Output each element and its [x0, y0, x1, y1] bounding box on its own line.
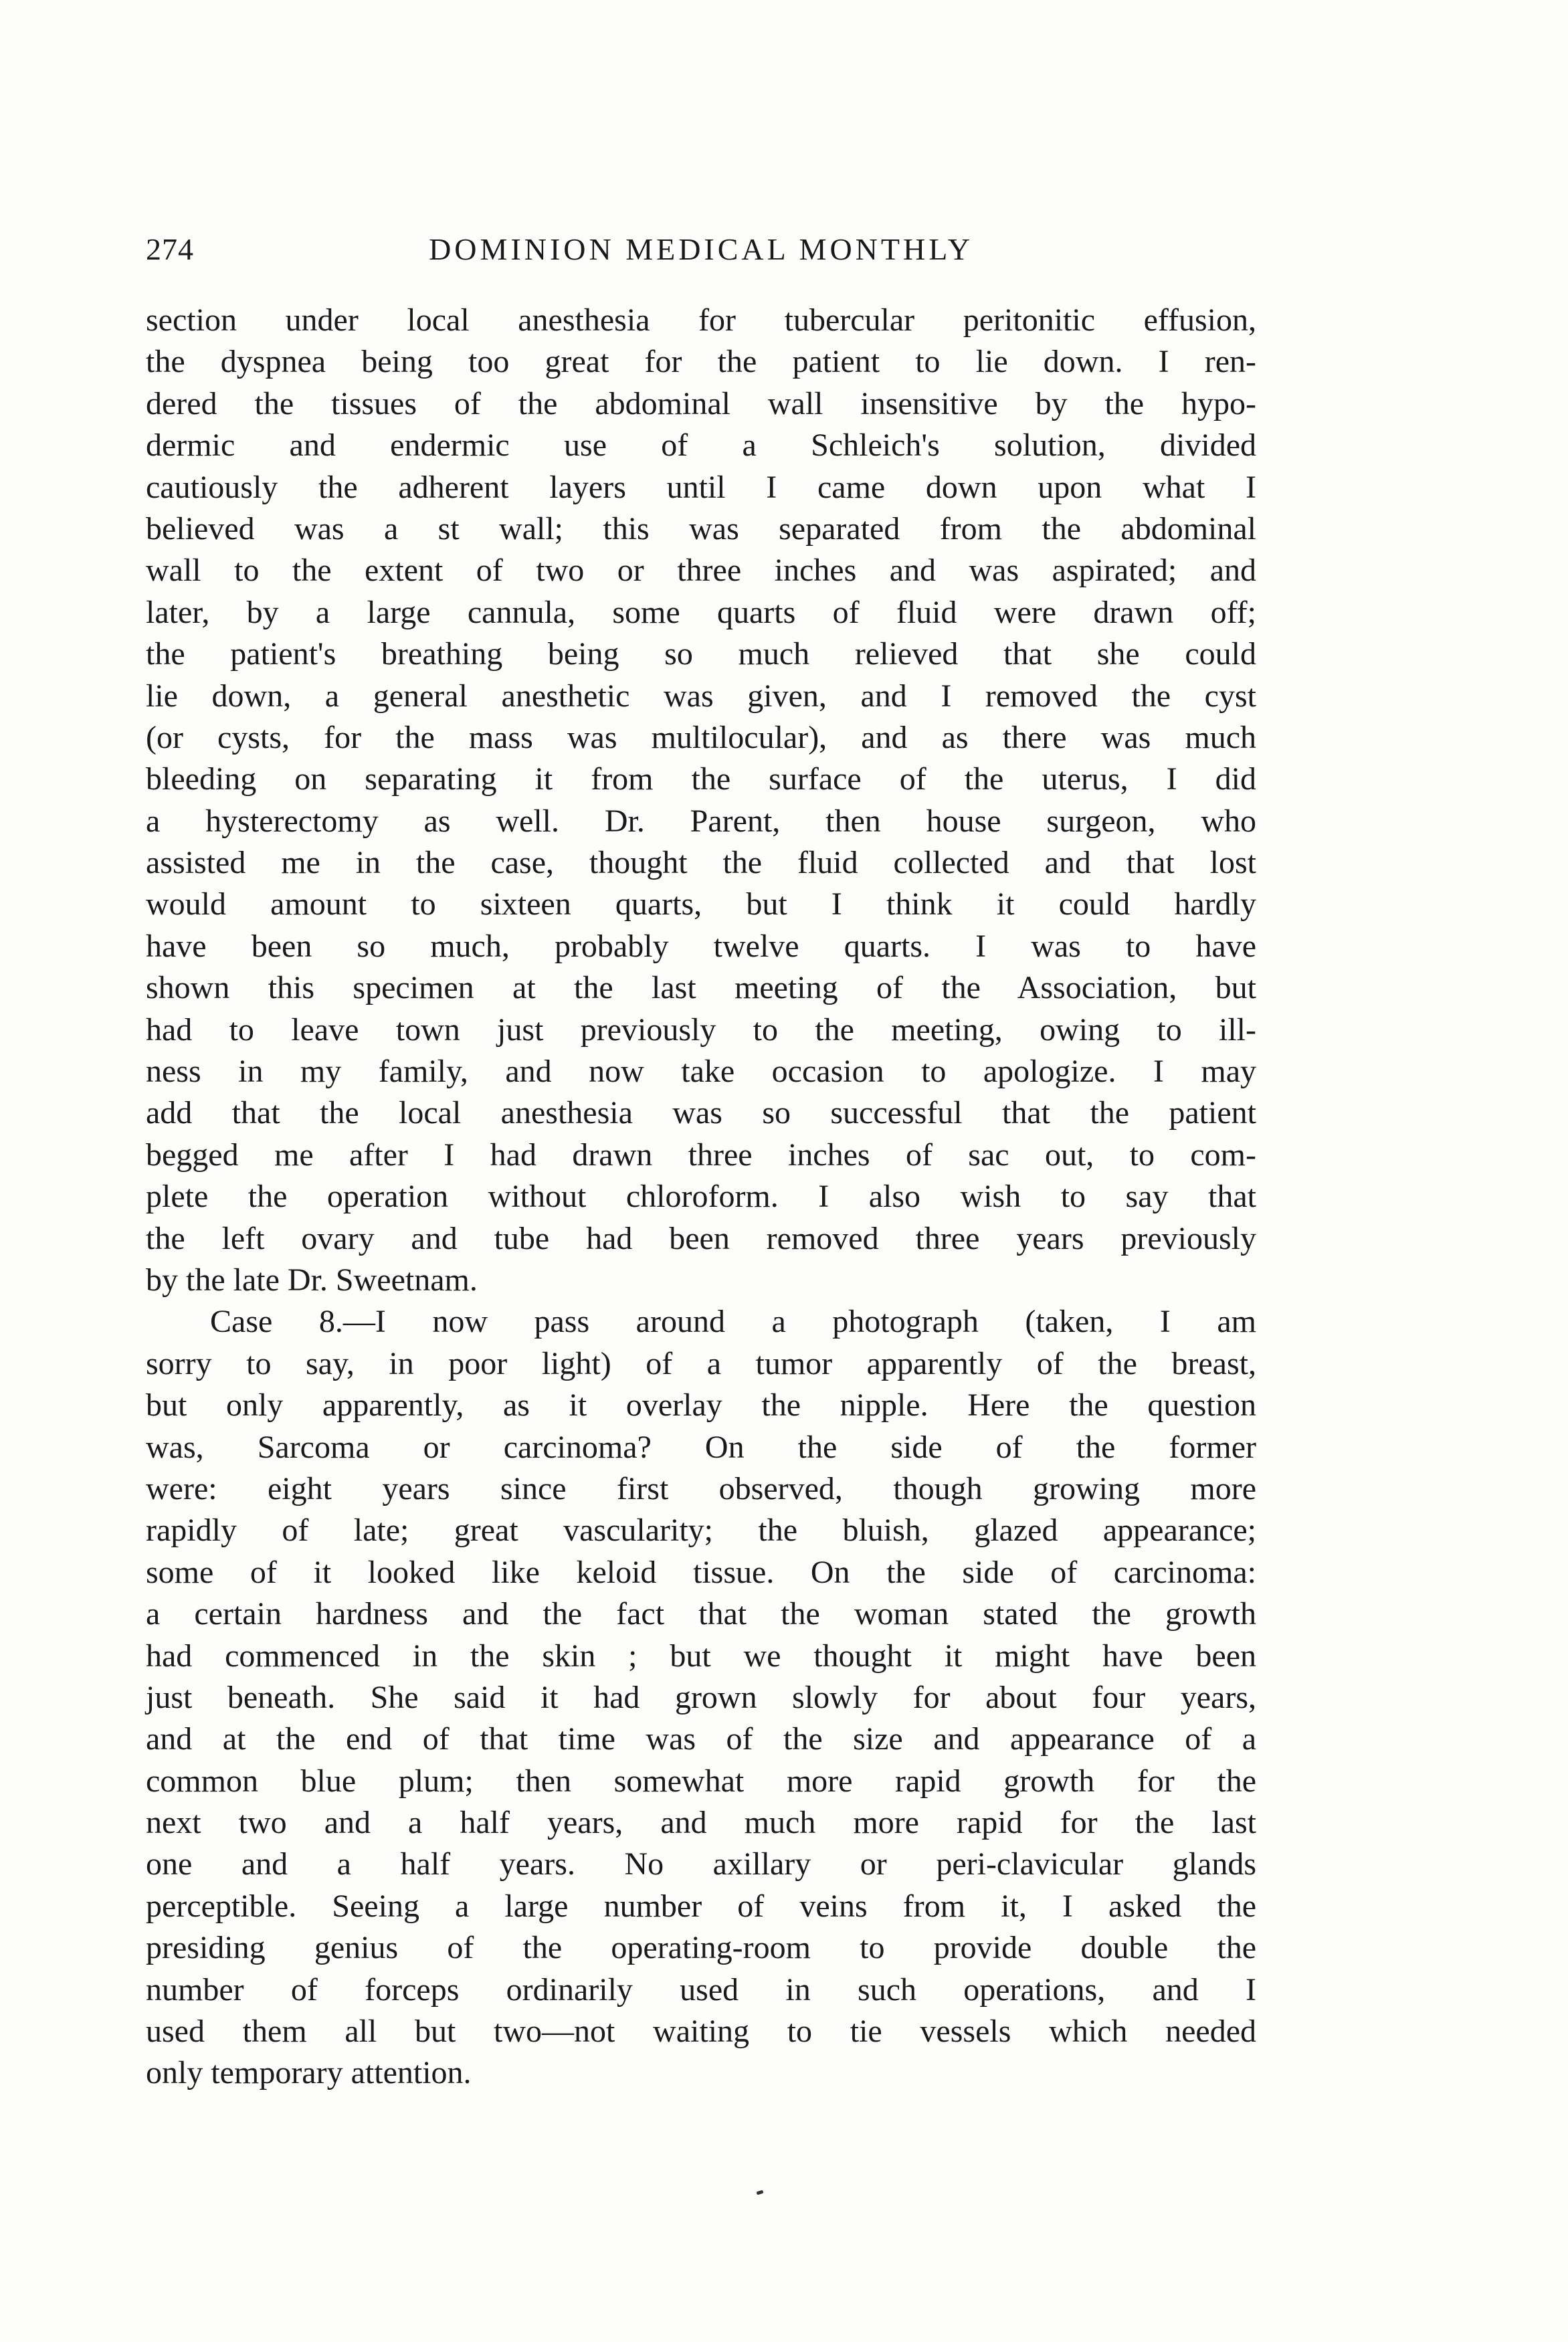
- text-line: a hysterectomy as well. Dr. Parent, then house surgeon, who: [146, 803, 1256, 839]
- text-line: plete the operation without chloroform. I also wish to say that: [146, 1179, 1256, 1215]
- text-line: section under local anesthesia for tubercular peritonitic effusion,: [146, 302, 1256, 338]
- text-line: perceptible. Seeing a large number of veins from it, I asked the: [146, 1888, 1256, 1924]
- text-line: believed was a st wall; this was separated from the abdominal: [146, 510, 1256, 547]
- text-line: the dyspnea being too great for the patient to lie down. I ren-: [146, 344, 1256, 380]
- text-line: and at the end of that time was of the size and appearance of a: [146, 1721, 1256, 1757]
- text-line: (or cysts, for the mass was multilocular), and as there was much: [146, 719, 1256, 755]
- text-line: presiding genius of the operating-room to provide double the: [146, 1930, 1256, 1966]
- page-header: [146, 226, 1256, 273]
- text-line: some of it looked like keloid tissue. On the side of carcinoma:: [146, 1554, 1256, 1590]
- text-line: add that the local anesthesia was so successful that the patient: [146, 1095, 1256, 1131]
- ink-speck: [756, 2190, 763, 2195]
- text-line: lie down, a general anesthetic was given, and I removed the cyst: [146, 678, 1256, 714]
- text-line: cautiously the adherent layers until I came down upon what I: [146, 469, 1256, 505]
- text-line: was, Sarcoma or carcinoma? On the side of the former: [146, 1429, 1256, 1465]
- text-line: the patient's breathing being so much relieved that she could: [146, 636, 1256, 672]
- text-line: but only apparently, as it overlay the nipple. Here the question: [146, 1387, 1256, 1424]
- text-line: common blue plum; then somewhat more rapid growth for the: [146, 1763, 1256, 1799]
- text-line: just beneath. She said it had grown slowly for about four years,: [146, 1679, 1256, 1715]
- text-line: shown this specimen at the last meeting of the Association, but: [146, 970, 1256, 1006]
- text-line: bleeding on separating it from the surface of the uterus, I did: [146, 761, 1256, 797]
- text-line: sorry to say, in poor light) of a tumor apparently of the breast,: [146, 1345, 1256, 1381]
- text-line: dermic and endermic use of a Schleich's solution, divided: [146, 427, 1256, 464]
- text-line: used them all but two—not waiting to tie vessels which needed: [146, 2014, 1256, 2050]
- text-line: had commenced in the skin ; but we thought it might have been: [146, 1638, 1256, 1674]
- text-line: next two and a half years, and much more rapid for the last: [146, 1805, 1256, 1841]
- running-head: DOMINION MEDICAL MONTHLY: [429, 232, 973, 266]
- text-line: Case 8.—I now pass around a photograph (taken, I am: [210, 1304, 1256, 1340]
- text-line: were: eight years since first observed, though growing more: [146, 1470, 1256, 1506]
- page-number: 274: [146, 232, 194, 266]
- text-line: later, by a large cannula, some quarts of fluid were drawn off;: [146, 594, 1256, 630]
- text-line: assisted me in the case, thought the fluid collected and that lost: [146, 845, 1256, 881]
- text-line: wall to the extent of two or three inches and was aspirated; and: [146, 553, 1256, 589]
- text-line: ness in my family, and now take occasion to apologize. I may: [146, 1054, 1256, 1090]
- text-line: a certain hardness and the fact that the woman stated the growth: [146, 1596, 1256, 1632]
- text-line: begged me after I had drawn three inches of sac out, to com-: [146, 1137, 1256, 1173]
- text-line: by the late Dr. Sweetnam.: [146, 1262, 478, 1298]
- text-line: the left ovary and tube had been removed three years previously: [146, 1220, 1256, 1256]
- text-line: had to leave town just previously to the meeting, owing to ill-: [146, 1011, 1256, 1048]
- text-line: have been so much, probably twelve quarts. I was to have: [146, 928, 1256, 964]
- text-line: one and a half years. No axillary or peri-clavicular glands: [146, 1846, 1256, 1882]
- text-line: rapidly of late; great vascularity; the bluish, glazed appearance;: [146, 1512, 1256, 1549]
- text-line: dered the tissues of the abdominal wall insensitive by the hypo-: [146, 385, 1256, 421]
- text-line: number of forceps ordinarily used in such operations, and I: [146, 1971, 1256, 2008]
- text-line: would amount to sixteen quarts, but I think it could hardly: [146, 886, 1256, 922]
- text-line: only temporary attention.: [146, 2055, 472, 2091]
- body-text: [146, 300, 1256, 2094]
